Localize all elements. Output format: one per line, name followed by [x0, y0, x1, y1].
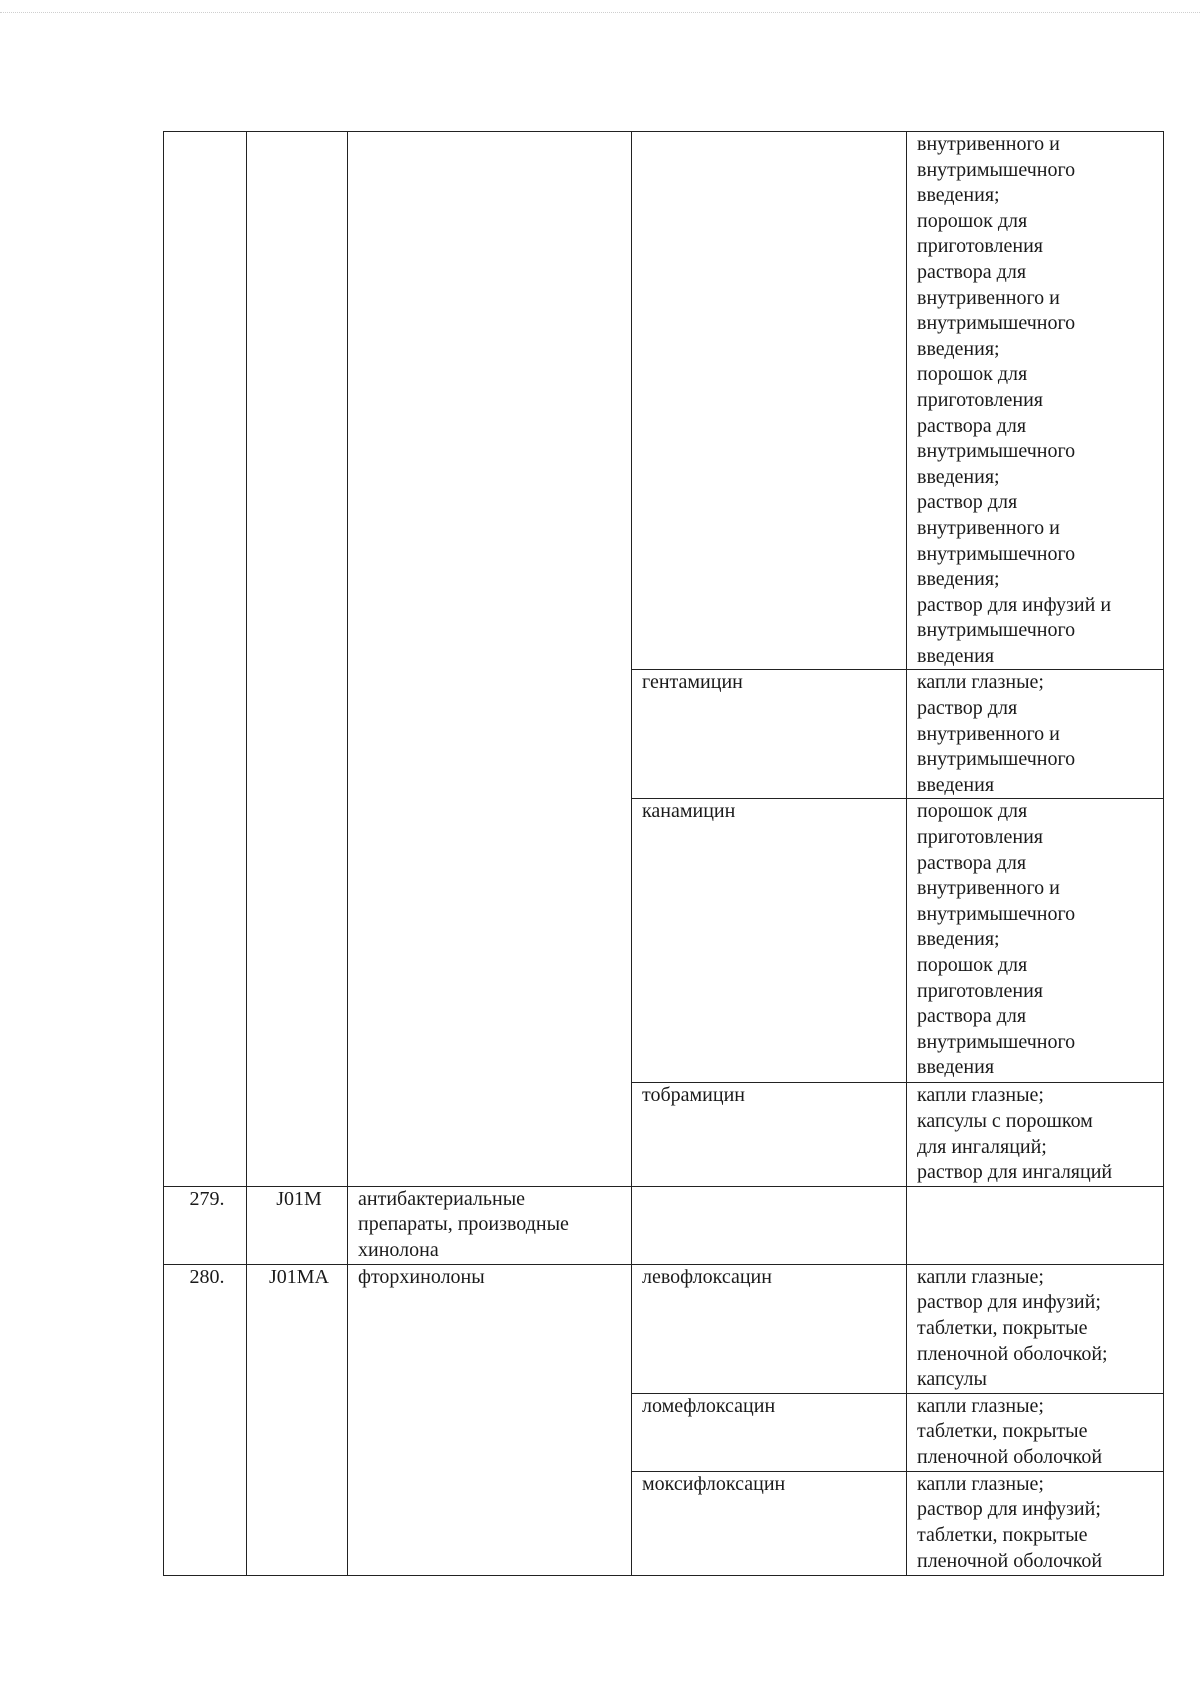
- group-name-cell: [348, 132, 632, 1187]
- drug-name-cell: левофлоксацин: [632, 1264, 907, 1393]
- table-row: [164, 1264, 1164, 1393]
- table-row: [164, 1186, 1164, 1264]
- group-name-cell: антибактериальные препараты, производные хинолона: [348, 1186, 632, 1264]
- medicines-table: [163, 131, 1164, 1576]
- dosage-forms-cell: капли глазные; капсулы с порошком для ингаляций; раствор для ингаляций: [907, 1083, 1164, 1186]
- dosage-forms-cell: капли глазные; раствор для инфузий; таблетки, покрытые пленочной оболочкой: [907, 1471, 1164, 1575]
- scan-edge-line: [0, 12, 1200, 14]
- drug-name-cell: гентамицин: [632, 670, 907, 799]
- drug-name-cell: канамицин: [632, 799, 907, 1083]
- drug-name-cell: [632, 132, 907, 670]
- dosage-forms-cell: внутривенного и внутримышечного введения; порошок для приготовления раствора для внутривенного и внутримышечного введения; порошок для приготовления раствора для внутримышечного введения; раствор для внутривенного и внутримышечного введения; раствор для инфузий и внутримышечного введения: [907, 132, 1164, 670]
- table-row: [164, 132, 1164, 670]
- drug-name-cell: тобрамицин: [632, 1083, 907, 1186]
- dosage-forms-cell: капли глазные; раствор для инфузий; таблетки, покрытые пленочной оболочкой; капсулы: [907, 1264, 1164, 1393]
- dosage-forms-cell: порошок для приготовления раствора для внутривенного и внутримышечного введения; порошок для приготовления раствора для внутримышечного введения: [907, 799, 1164, 1083]
- dosage-forms-cell: капли глазные; таблетки, покрытые пленочной оболочкой: [907, 1393, 1164, 1471]
- atc-code-cell: J01M: [247, 1186, 348, 1264]
- dosage-forms-cell: капли глазные; раствор для внутривенного и внутримышечного введения: [907, 670, 1164, 799]
- atc-code-cell: J01MA: [247, 1264, 348, 1575]
- drug-name-cell: моксифлоксацин: [632, 1471, 907, 1575]
- dosage-forms-cell: [907, 1186, 1164, 1264]
- atc-code-cell: [247, 132, 348, 1187]
- row-number-cell: 280.: [164, 1264, 247, 1575]
- row-number-cell: 279.: [164, 1186, 247, 1264]
- drug-name-cell: [632, 1186, 907, 1264]
- row-number-cell: [164, 132, 247, 1187]
- group-name-cell: фторхинолоны: [348, 1264, 632, 1575]
- drug-name-cell: ломефлоксацин: [632, 1393, 907, 1471]
